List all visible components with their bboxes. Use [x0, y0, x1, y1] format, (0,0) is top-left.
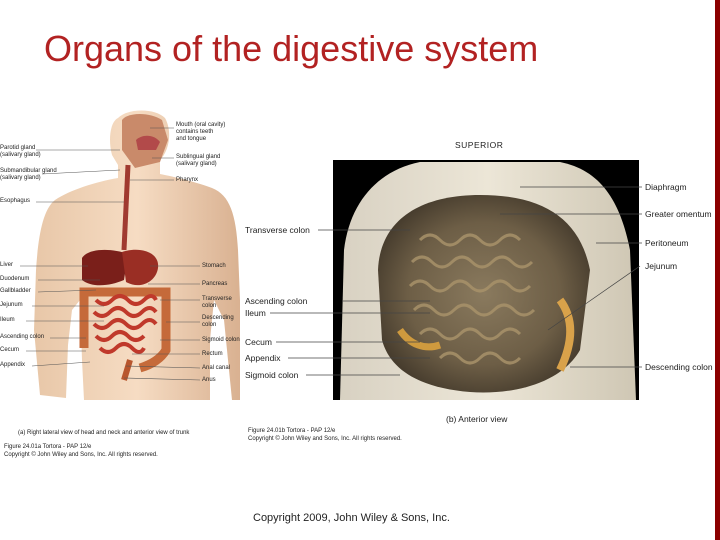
label-appendix-left: Appendix	[0, 362, 26, 368]
label-cecum-left: Cecum	[0, 347, 20, 353]
label-transverse-colon: Transverse colon	[245, 225, 310, 235]
abdominal-cavity	[378, 195, 590, 393]
label-anus: Anus	[202, 377, 216, 383]
label-liver: Liver	[0, 262, 14, 268]
label-rectum: Rectum	[202, 351, 223, 357]
label-jejunum-left: Jejunum	[0, 302, 23, 308]
label-sigmoid-colon: Sigmoid colon	[245, 370, 299, 380]
label-parotid-gland: Parotid gland	[0, 145, 36, 151]
label-jejunum: Jejunum	[645, 261, 678, 271]
right-caption-figure: Figure 24.01b Tortora - PAP 12/e	[248, 428, 336, 434]
label-ileum-left: Ileum	[0, 317, 15, 323]
label-mouth-line2: contains teeth	[176, 129, 214, 135]
label-stomach: Stomach	[202, 263, 226, 269]
label-mouth: Mouth (oral cavity)	[176, 122, 226, 128]
label-peritoneum: Peritoneum	[645, 238, 689, 248]
label-transverse-colon-left-line2: colon	[202, 303, 217, 309]
label-mouth-line3: and tongue	[176, 136, 207, 142]
label-duodenum: Duodenum	[0, 276, 30, 282]
label-sublingual-gland: Sublingual gland	[176, 154, 221, 160]
label-descending-colon-left: Descending	[202, 315, 234, 321]
right-caption-copyright: Copyright © John Wiley and Sons, Inc. All rights reserved.	[248, 436, 402, 442]
label-sublingual-gland-note: (salivary gland)	[176, 161, 217, 167]
label-ascending-colon-left: Ascending colon	[0, 334, 45, 340]
label-cecum: Cecum	[245, 337, 272, 347]
left-caption-figure: Figure 24.01a Tortora - PAP 12/e	[4, 444, 92, 450]
label-pancreas: Pancreas	[202, 281, 228, 287]
label-gallbladder: Gallbladder	[0, 288, 31, 294]
label-pharynx: Pharynx	[176, 177, 199, 183]
slide-title: Organs of the digestive system	[44, 28, 539, 69]
label-diaphragm: Diaphragm	[645, 182, 687, 192]
label-greater-omentum: Greater omentum	[645, 209, 712, 219]
label-descending-colon-left-line2: colon	[202, 322, 217, 328]
label-ileum: Ileum	[245, 308, 266, 318]
label-submandibular-gland-note: (salivary gland)	[0, 175, 41, 181]
label-transverse-colon-left: Transverse	[202, 296, 232, 302]
label-appendix: Appendix	[245, 353, 281, 363]
label-sigmoid-colon-left: Sigmoid colon	[202, 337, 240, 343]
left-caption-copyright: Copyright © John Wiley and Sons, Inc. All rights reserved.	[4, 452, 158, 458]
label-ascending-colon: Ascending colon	[245, 296, 308, 306]
label-superior: SUPERIOR	[455, 140, 504, 150]
label-esophagus: Esophagus	[0, 198, 31, 204]
label-parotid-gland-note: (salivary gland)	[0, 152, 41, 158]
slide-copyright: Copyright 2009, John Wiley & Sons, Inc.	[253, 512, 450, 524]
label-anal-canal: Anal canal	[202, 365, 231, 371]
label-submandibular-gland: Submandibular gland	[0, 168, 57, 174]
right-caption-view: (b) Anterior view	[446, 414, 508, 424]
label-descending-colon: Descending colon	[645, 362, 713, 372]
left-caption-view: (a) Right lateral view of head and neck and anterior view of trunk	[18, 430, 190, 436]
